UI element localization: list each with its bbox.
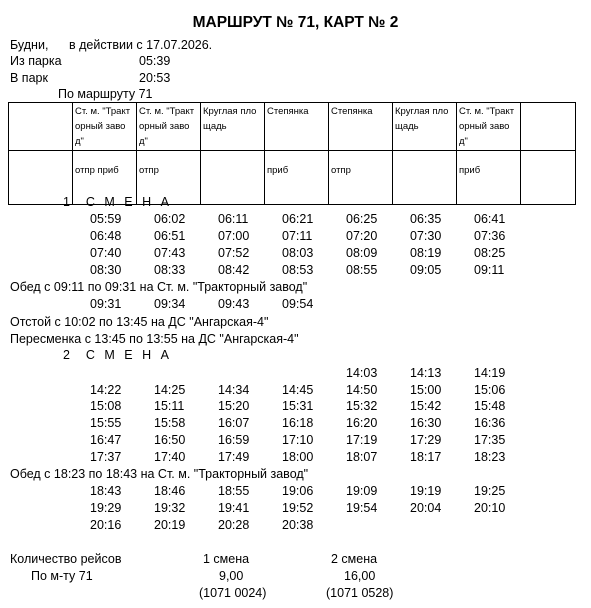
shift2-label: 2 С М Е Н А [63, 348, 172, 362]
lunch2-note: Обед с 18:23 по 18:43 на Ст. м. "Тракторный завод" [10, 467, 309, 481]
time-cell: 08:33 [154, 263, 186, 277]
time-cell: 14:13 [410, 366, 442, 380]
time-cell: 15:31 [282, 399, 314, 413]
time-cell: 18:07 [346, 450, 378, 464]
time-cell: 07:36 [474, 229, 506, 243]
stop-name-cell: Степянка [265, 103, 329, 151]
validity-text: в действии с 17.07.2026. [69, 38, 213, 52]
time-cell: 07:52 [218, 246, 250, 260]
stop-name-cell: Ст. м. "Тракторный завод" [457, 103, 521, 151]
time-cell: 19:19 [410, 484, 442, 498]
time-cell: 15:06 [474, 383, 506, 397]
time-cell: 15:00 [410, 383, 442, 397]
time-cell: 06:02 [154, 212, 186, 226]
from-park-time: 05:39 [139, 54, 171, 68]
time-cell: 08:53 [282, 263, 314, 277]
time-cell: 09:34 [154, 297, 186, 311]
time-cell: 07:11 [282, 229, 313, 243]
time-cell: 19:09 [346, 484, 378, 498]
time-cell: 06:35 [410, 212, 442, 226]
time-cell: 19:25 [474, 484, 506, 498]
time-cell: 19:32 [154, 501, 186, 515]
time-cell: 14:19 [474, 366, 506, 380]
stop-name-cell: Степянка [329, 103, 393, 151]
stop-type-cell [521, 151, 576, 205]
time-cell: 06:48 [90, 229, 122, 243]
time-cell: 17:37 [90, 450, 122, 464]
time-cell: 09:54 [282, 297, 314, 311]
stop-name-cell: Ст. м. "Тракторный завод" [73, 103, 137, 151]
time-cell: 20:16 [90, 518, 122, 532]
time-cell: 07:40 [90, 246, 122, 260]
time-cell: 06:21 [282, 212, 314, 226]
time-cell: 15:08 [90, 399, 122, 413]
time-cell: 16:47 [90, 433, 122, 447]
time-cell: 08:03 [282, 246, 314, 260]
time-cell: 08:25 [474, 246, 506, 260]
time-cell: 16:30 [410, 416, 442, 430]
to-park-time: 20:53 [139, 71, 171, 85]
shift1-trips-value: 9,00 [219, 569, 244, 583]
layover-note: Отстой с 10:02 по 13:45 на ДС "Ангарская-4" [10, 315, 269, 329]
shift2-trips-value: 16,00 [344, 569, 376, 583]
stop-name-cell: Ст. м. "Тракторный завод" [137, 103, 201, 151]
from-park-label: Из парка [10, 54, 62, 68]
time-cell: 18:43 [90, 484, 122, 498]
shift1-label: 1 С М Е Н А [63, 195, 172, 209]
time-cell: 16:50 [154, 433, 186, 447]
stops-header-table [8, 102, 576, 205]
time-cell: 14:45 [282, 383, 314, 397]
time-cell: 09:11 [474, 263, 505, 277]
time-cell: 09:05 [410, 263, 442, 277]
time-cell: 07:43 [154, 246, 186, 260]
page-title: МАРШРУТ № 71, КАРТ № 2 [192, 14, 399, 31]
stop-type-cell [393, 151, 457, 205]
time-cell: 19:52 [282, 501, 314, 515]
time-cell: 17:35 [474, 433, 506, 447]
time-cell: 15:20 [218, 399, 250, 413]
time-cell: 07:20 [346, 229, 378, 243]
time-cell: 14:03 [346, 366, 378, 380]
time-cell: 15:58 [154, 416, 186, 430]
time-cell: 17:19 [346, 433, 378, 447]
time-cell: 16:36 [474, 416, 506, 430]
stop-name-cell [521, 103, 576, 151]
stop-type-cell: отпр приб [73, 151, 137, 205]
shift2-code: (1071 0528) [326, 586, 394, 600]
time-cell: 08:42 [218, 263, 250, 277]
time-cell: 18:17 [410, 450, 442, 464]
time-cell: 14:25 [154, 383, 186, 397]
time-cell: 05:59 [90, 212, 122, 226]
time-cell: 18:46 [154, 484, 186, 498]
time-cell: 20:38 [282, 518, 314, 532]
time-cell: 19:06 [282, 484, 314, 498]
stop-type-cell: приб [457, 151, 521, 205]
time-cell: 15:32 [346, 399, 378, 413]
time-cell: 15:48 [474, 399, 506, 413]
time-cell: 08:19 [410, 246, 442, 260]
shift1-header: 1 смена [203, 552, 250, 566]
stop-name-cell: Круглая площадь [201, 103, 265, 151]
time-cell: 07:00 [218, 229, 250, 243]
shift-change-note: Пересменка с 13:45 по 13:55 на ДС "Ангарская-4" [10, 332, 299, 346]
trips-count-label: Количество рейсов [10, 552, 122, 566]
time-cell: 17:29 [410, 433, 442, 447]
time-cell: 09:31 [90, 297, 122, 311]
time-cell: 09:43 [218, 297, 250, 311]
time-cell: 20:10 [474, 501, 506, 515]
stop-type-cell: отпр [137, 151, 201, 205]
time-cell: 18:23 [474, 450, 506, 464]
time-cell: 06:25 [346, 212, 378, 226]
time-cell: 20:28 [218, 518, 250, 532]
stop-type-cell: отпр [329, 151, 393, 205]
time-cell: 08:55 [346, 263, 378, 277]
days-label: Будни, [10, 38, 49, 52]
stop-type-cell [201, 151, 265, 205]
shift2-header: 2 смена [331, 552, 378, 566]
time-cell: 20:19 [154, 518, 186, 532]
lunch1-note: Обед с 09:11 по 09:31 на Ст. м. "Тракторный завод" [10, 280, 308, 294]
time-cell: 08:30 [90, 263, 122, 277]
time-cell: 18:00 [282, 450, 314, 464]
shift1-code: (1071 0024) [199, 586, 267, 600]
time-cell: 19:29 [90, 501, 122, 515]
time-cell: 19:41 [218, 501, 250, 515]
stop-type-cell: приб [265, 151, 329, 205]
time-cell: 16:18 [282, 416, 314, 430]
stop-name-cell: Круглая площадь [393, 103, 457, 151]
time-cell: 17:40 [154, 450, 186, 464]
route-trips-label: По м-ту 71 [31, 569, 93, 583]
time-cell: 08:09 [346, 246, 378, 260]
stop-name-cell [9, 103, 73, 151]
time-cell: 15:55 [90, 416, 122, 430]
time-cell: 18:55 [218, 484, 250, 498]
time-cell: 16:59 [218, 433, 250, 447]
time-cell: 07:30 [410, 229, 442, 243]
time-cell: 14:34 [218, 383, 250, 397]
to-park-label: В парк [10, 71, 48, 85]
time-cell: 19:54 [346, 501, 378, 515]
time-cell: 06:41 [474, 212, 506, 226]
time-cell: 20:04 [410, 501, 442, 515]
time-cell: 15:11 [154, 399, 185, 413]
time-cell: 15:42 [410, 399, 442, 413]
time-cell: 06:11 [218, 212, 249, 226]
time-cell: 16:20 [346, 416, 378, 430]
time-cell: 14:22 [90, 383, 122, 397]
route-label: По маршруту 71 [58, 87, 153, 101]
time-cell: 14:50 [346, 383, 378, 397]
time-cell: 17:49 [218, 450, 250, 464]
time-cell: 17:10 [282, 433, 314, 447]
time-cell: 16:07 [218, 416, 250, 430]
time-cell: 06:51 [154, 229, 186, 243]
